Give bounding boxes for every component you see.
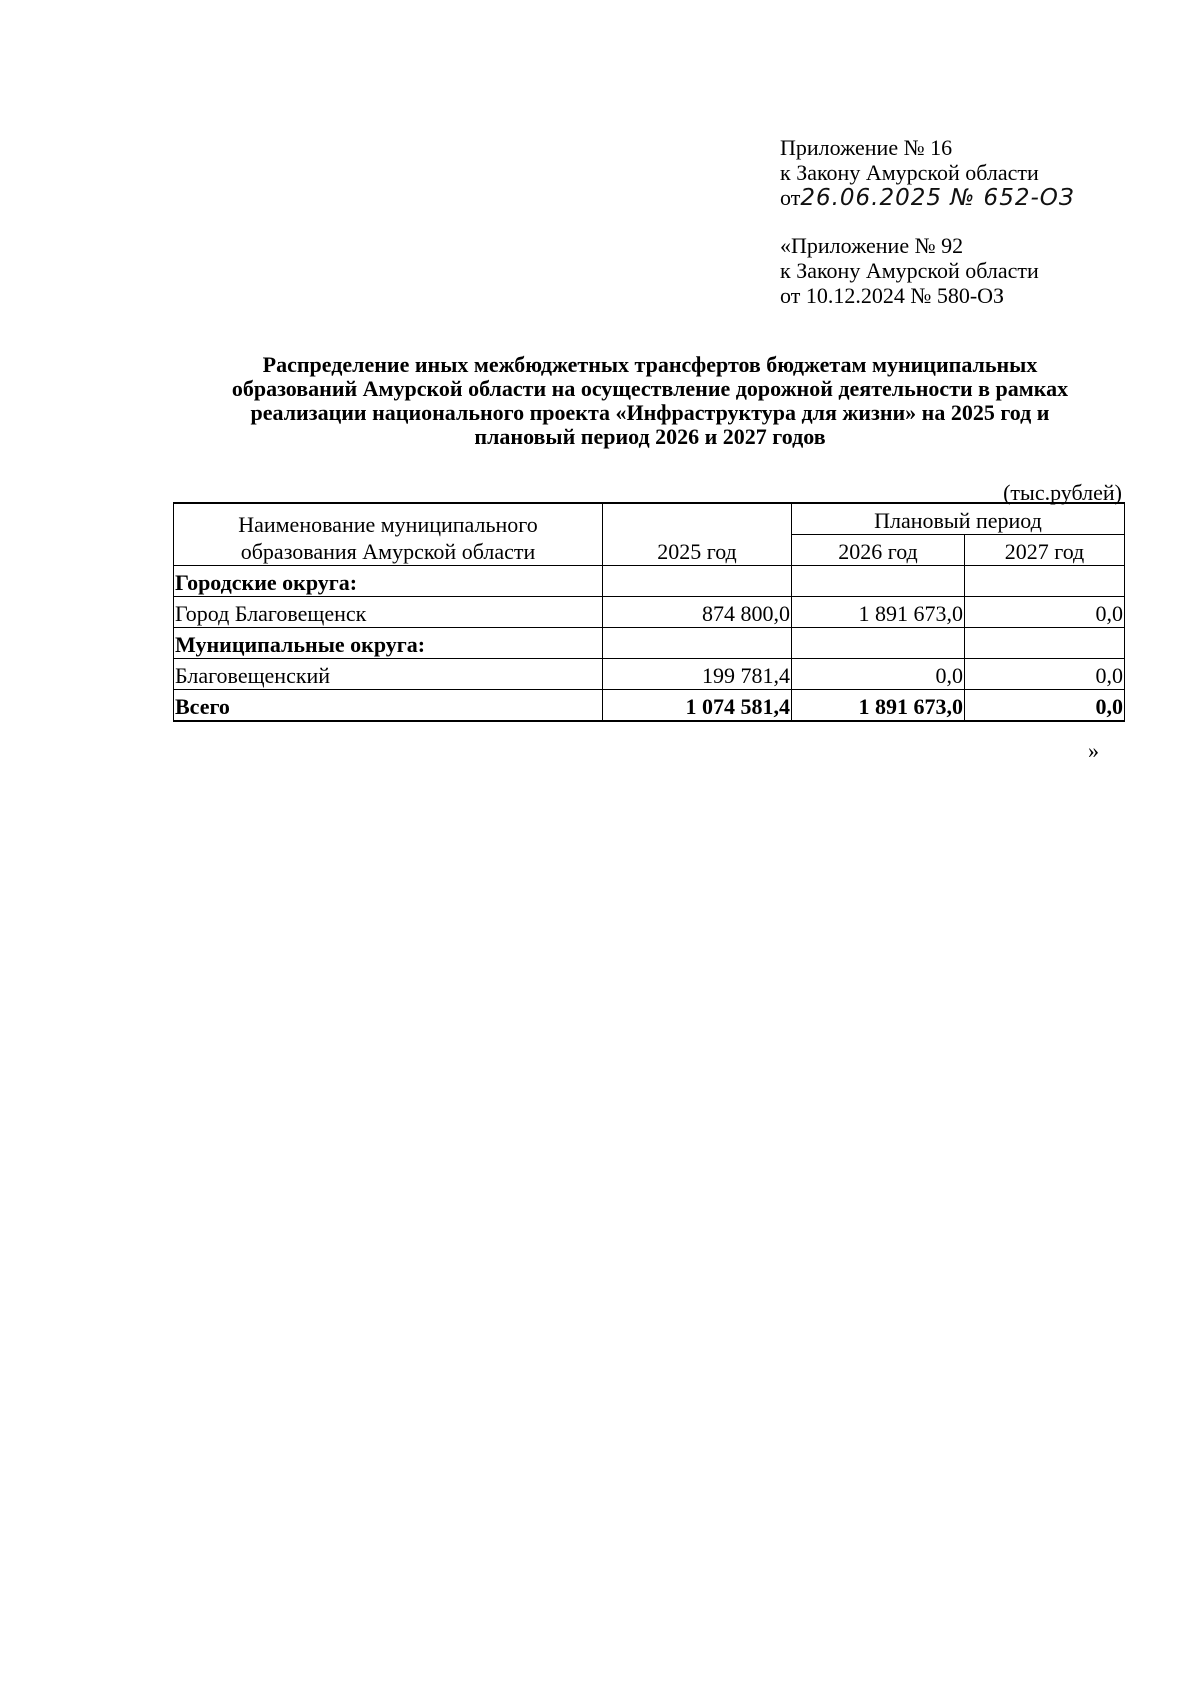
table-header-row [174, 503, 1125, 535]
table-row [174, 597, 1125, 628]
row-name: Город Благовещенск [174, 597, 603, 628]
appendix-number: Приложение № 16 [780, 135, 953, 160]
units-label: (тыс.рублей) [1003, 480, 1122, 505]
total-name: Всего [174, 690, 603, 722]
table-row [174, 566, 1125, 597]
row-value-2026 [792, 628, 965, 659]
title-line-2: образований Амурской области на осуществление дорожной деятельности в рамках [231, 376, 1069, 401]
table-row [174, 659, 1125, 690]
row-name: Благовещенский [174, 659, 603, 690]
previous-appendix-number: «Приложение № 92 [780, 233, 964, 258]
table-total-row [174, 690, 1125, 722]
header-municipality-line1: Наименование муниципального [238, 512, 538, 537]
distribution-table [173, 502, 1125, 722]
appendix-reference [780, 135, 1180, 211]
appendix-date-prefix: от [780, 185, 801, 210]
closing-quote: » [1088, 738, 1099, 763]
table-row [174, 628, 1125, 659]
header-municipality-line2: образования Амурской области [240, 539, 536, 564]
previous-appendix-reference [780, 233, 1180, 308]
appendix-law-ref: к Закону Амурской области [780, 160, 1039, 185]
header-year-2027: 2027 год [965, 535, 1125, 566]
row-value-2027: 0,0 [965, 597, 1125, 628]
row-value-2026: 1 891 673,0 [792, 597, 965, 628]
total-value-2027: 0,0 [965, 690, 1125, 722]
handwritten-date-number: 26.06.2025 № 652-ОЗ [800, 185, 1075, 211]
total-value-2026: 1 891 673,0 [792, 690, 965, 722]
header-year-2026: 2026 год [792, 535, 965, 566]
appendix-date-line [780, 185, 1180, 211]
row-value-2027: 0,0 [965, 659, 1125, 690]
row-value-2025 [603, 628, 792, 659]
row-name: Муниципальные округа: [174, 628, 603, 659]
row-value-2025: 199 781,4 [603, 659, 792, 690]
document-title [170, 353, 1130, 449]
row-value-2025: 874 800,0 [603, 597, 792, 628]
row-value-2027 [965, 628, 1125, 659]
row-name: Городские округа: [174, 566, 603, 597]
row-value-2025 [603, 566, 792, 597]
title-line-3: реализации национального проекта «Инфраструктура для жизни» на 2025 год и [250, 400, 1050, 425]
row-value-2027 [965, 566, 1125, 597]
row-value-2026 [792, 566, 965, 597]
title-line-4: плановый период 2026 и 2027 годов [474, 424, 826, 449]
header-planned-period: Плановый период [792, 503, 1125, 535]
row-value-2026: 0,0 [792, 659, 965, 690]
header-year-2025: 2025 год [603, 503, 792, 566]
title-line-1: Распределение иных межбюджетных трансфертов бюджетам муниципальных [262, 352, 1038, 377]
header-municipality [174, 503, 603, 566]
previous-appendix-law-ref: к Закону Амурской области [780, 258, 1039, 283]
previous-appendix-date: от 10.12.2024 № 580-ОЗ [780, 283, 1005, 308]
total-value-2025: 1 074 581,4 [603, 690, 792, 722]
